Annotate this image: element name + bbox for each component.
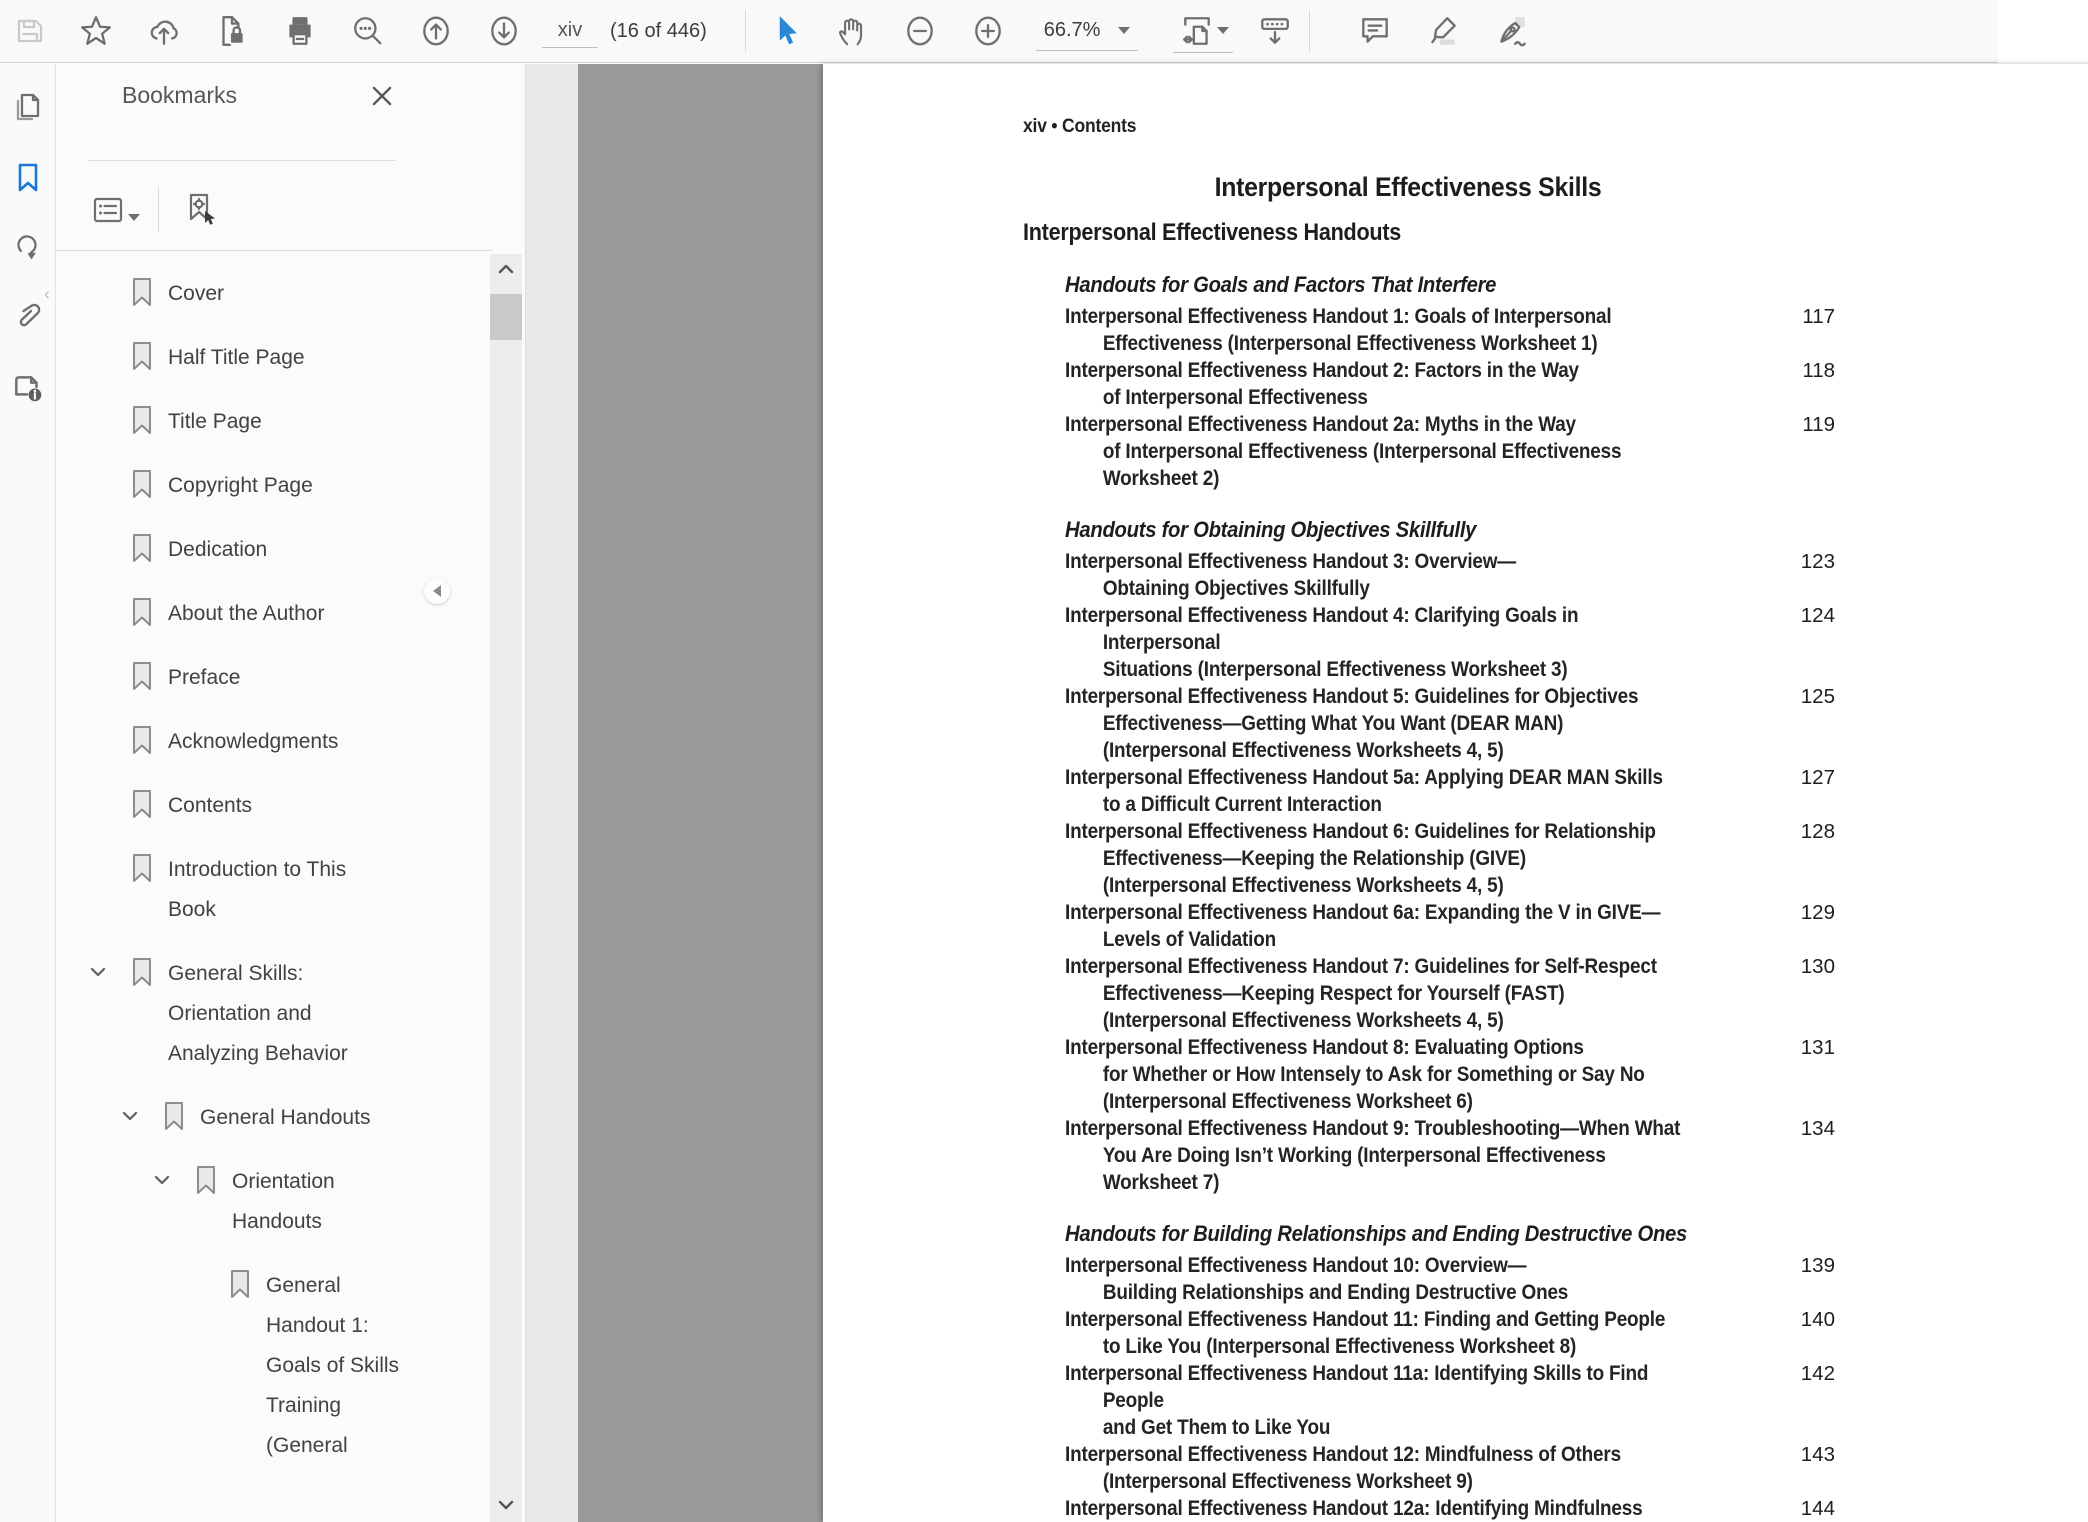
bookmark-icon — [130, 530, 168, 566]
bookmark-label: Cover — [168, 282, 225, 305]
toc-entry-text: Interpersonal Effectiveness Handout 8: Evaluating Options for Whether or How Intensely to Ask for Something or Say No (Interpersonal Effectiveness Worksheet 6) — [1065, 1035, 1645, 1113]
bookmark-icon — [130, 274, 168, 310]
toc-entry — [1065, 303, 1835, 357]
bookmark-label: Orientation Handouts — [232, 1170, 335, 1233]
toc-page-number: 131 — [1800, 1036, 1835, 1059]
comment-icon[interactable] — [1355, 9, 1395, 53]
bookmark-icon — [130, 338, 168, 374]
toc-page-number: 119 — [1802, 413, 1835, 436]
toolbar-divider — [745, 10, 746, 52]
toc-entry — [1065, 602, 1835, 683]
bookmark-label: Acknowledgments — [168, 730, 339, 753]
bookmark-label: About the Author — [168, 602, 325, 625]
bookmark-label: General Handouts — [200, 1106, 371, 1129]
print-icon[interactable] — [280, 9, 320, 53]
toc-entry-text: Interpersonal Effectiveness Handout 12: Mindfulness of Others (Interpersonal Effectiveness Worksheet 9) — [1065, 1442, 1621, 1493]
select-tool-icon[interactable] — [764, 9, 804, 53]
fit-width-icon — [1177, 9, 1217, 53]
indent-spacer — [88, 274, 130, 310]
indent-spacer — [88, 786, 130, 822]
toc-page-number: 139 — [1800, 1254, 1835, 1277]
panel-divider — [56, 250, 493, 251]
bookmark-label: Half Title Page — [168, 346, 305, 369]
toc-page-number: 129 — [1800, 901, 1835, 924]
bookmark-label: Contents — [168, 794, 253, 817]
indent-spacer — [88, 658, 130, 694]
search-icon[interactable] — [348, 9, 388, 53]
document-canvas — [578, 64, 2088, 1522]
toc-page-number: 124 — [1800, 604, 1835, 627]
panel-pointer-icon: ‹ — [44, 284, 50, 304]
bookmark-icon — [130, 658, 168, 694]
toc-page-number: 130 — [1800, 955, 1835, 978]
part-title: Interpersonal Effectiveness Skills — [1214, 172, 1602, 202]
top-toolbar — [0, 0, 1998, 63]
bookmark-item[interactable] — [56, 402, 490, 442]
toc-entry-text: Interpersonal Effectiveness Handout 9: Troubleshooting—When What You Are Doing Isn’t Working (Interpersonal Effectiveness Worksheet 7) — [1065, 1116, 1681, 1194]
toc-page-number: 142 — [1800, 1362, 1835, 1385]
bookmark-item[interactable] — [56, 786, 490, 826]
bookmark-item[interactable] — [56, 954, 490, 1074]
fit-width-select[interactable] — [1173, 9, 1233, 53]
bookmark-icon — [194, 1162, 232, 1198]
toc-entry — [1065, 683, 1835, 764]
bookmark-icon — [162, 1098, 200, 1134]
bookmark-icon — [130, 594, 168, 630]
toc-entry — [1065, 953, 1835, 1034]
chevron-down-icon — [128, 214, 140, 221]
previous-page-icon[interactable] — [416, 9, 456, 53]
bookmark-item[interactable] — [56, 466, 490, 506]
toc-entry — [1065, 1115, 1835, 1196]
bookmarks-toolbar — [86, 182, 223, 238]
bookmarks-panel-icon[interactable] — [0, 156, 56, 200]
scroll-up-icon[interactable] — [490, 254, 522, 284]
scroll-down-icon[interactable] — [490, 1490, 522, 1520]
toc-entry-text: Interpersonal Effectiveness Handout 1: Goals of Interpersonal Effectiveness (Interpersonal Effectiveness Worksheet 1) — [1065, 304, 1612, 355]
bookmark-item[interactable] — [56, 530, 490, 570]
bookmark-icon — [130, 850, 168, 886]
toolbar-divider — [1309, 10, 1310, 52]
toc-page-number: 125 — [1800, 685, 1835, 708]
hand-tool-icon[interactable] — [832, 9, 872, 53]
toc-entry-text: Interpersonal Effectiveness Handout 11: Finding and Getting People to Like You (Interpersonal Effectiveness Worksheet 8) — [1065, 1307, 1666, 1358]
panel-divider — [88, 160, 395, 161]
toc-entry — [1065, 764, 1835, 818]
toc-entry — [1065, 548, 1835, 602]
bookmark-item[interactable] — [56, 722, 490, 762]
toc-entry — [1065, 899, 1835, 953]
chevron-down-icon — [1217, 27, 1229, 34]
star-icon[interactable] — [76, 9, 116, 53]
bookmark-label: Preface — [168, 666, 241, 689]
toc-entry — [1065, 1034, 1835, 1115]
cloud-upload-icon[interactable] — [144, 9, 184, 53]
zoom-in-icon[interactable] — [968, 9, 1008, 53]
bookmark-item[interactable] — [56, 1098, 490, 1138]
indent-spacer — [88, 594, 130, 630]
hide-toolbar-icon[interactable] — [1255, 9, 1295, 53]
toc-page-number: 127 — [1800, 766, 1835, 789]
panel-splitter[interactable] — [525, 64, 578, 1522]
pdf-page — [823, 64, 2088, 1522]
toc-entry-text: Interpersonal Effectiveness Handout 7: Guidelines for Self-Respect Effectiveness—Keeping Respect for Yourself (FAST) (Interpersonal Effectiveness Worksheets 4, 5) — [1065, 954, 1657, 1032]
toc-entry — [1065, 1306, 1835, 1360]
document-info-icon[interactable] — [0, 366, 56, 410]
panel-title: Bookmarks — [122, 82, 238, 108]
bookmark-icon — [130, 402, 168, 438]
toc-entry-text: Interpersonal Effectiveness Handout 4: Clarifying Goals in Interpersonal Situations (Interpersonal Effectiveness Worksheet 3) — [1065, 603, 1579, 681]
next-page-icon[interactable] — [484, 9, 524, 53]
toc-page-number: 134 — [1800, 1117, 1835, 1140]
toc-sections — [1023, 271, 2068, 1522]
chevron-down-icon[interactable] — [88, 954, 130, 990]
toc-section-heading: Handouts for Obtaining Objectives Skillfully — [1065, 517, 1477, 542]
indent-spacer — [186, 1266, 228, 1302]
toc-entry — [1065, 818, 1835, 899]
bookmark-item[interactable] — [56, 1266, 490, 1466]
page-number-input[interactable] — [542, 14, 598, 48]
sign-icon[interactable] — [1491, 9, 1531, 53]
chevron-down-icon[interactable] — [152, 1162, 194, 1198]
toc-entry-text: Interpersonal Effectiveness Handout 6a: Expanding the V in GIVE— Levels of Validation — [1065, 900, 1661, 951]
bookmark-item[interactable] — [56, 850, 490, 930]
toc-entry — [1065, 1495, 1835, 1522]
bookmark-label: Introduction to This Book — [168, 858, 347, 921]
zoom-level-select[interactable] — [1036, 11, 1139, 51]
toc-entry — [1065, 357, 1835, 411]
close-icon[interactable] — [366, 80, 398, 112]
toc-page-number: 143 — [1800, 1443, 1835, 1466]
toc-entry-text: Interpersonal Effectiveness Handout 11a: Identifying Skills to Find People and Get Them to Like You — [1065, 1361, 1649, 1439]
zoom-out-icon[interactable] — [900, 9, 940, 53]
group-heading: Interpersonal Effectiveness Handouts — [1023, 219, 1401, 246]
toc-section-heading: Handouts for Building Relationships and Ending Destructive Ones — [1065, 1221, 1688, 1246]
bookmark-item[interactable] — [56, 594, 490, 634]
toc-page-number: 144 — [1800, 1497, 1835, 1520]
bookmark-label: Copyright Page — [168, 474, 313, 497]
toc-entry-text: Interpersonal Effectiveness Handout 10: Overview— Building Relationships and Ending Destructive Ones — [1065, 1253, 1569, 1304]
bookmark-icon — [228, 1266, 266, 1302]
locate-bookmark-icon[interactable] — [177, 187, 223, 233]
toc-page-number: 118 — [1802, 359, 1835, 382]
page-thumbnails-icon[interactable] — [0, 86, 56, 130]
bookmark-item[interactable] — [56, 658, 490, 698]
chevron-down-icon — [1118, 27, 1130, 34]
navigation-pane-strip — [0, 64, 56, 1522]
save-icon[interactable] — [10, 9, 50, 53]
bookmark-item[interactable] — [56, 274, 490, 314]
highlight-icon[interactable] — [1423, 9, 1463, 53]
nav-arrow-icon[interactable] — [0, 226, 56, 270]
toc-entry-text: Interpersonal Effectiveness Handout 2a: Myths in the Way of Interpersonal Effectiveness (Interpersonal Effectiveness Worksheet 2) — [1065, 412, 1622, 490]
toc-entry-text: Interpersonal Effectiveness Handout 5a: Applying DEAR MAN Skills to a Difficult Current Interaction — [1065, 765, 1663, 816]
running-header: xiv • Contents — [1023, 116, 1137, 137]
toc-entry — [1065, 411, 1835, 492]
bookmark-icon — [130, 466, 168, 502]
toc-entry-text: Interpersonal Effectiveness Handout 6: Guidelines for Relationship Effectiveness—Keeping the Relationship (GIVE) (Interpersonal Effectiveness Worksheets 4, 5) — [1065, 819, 1656, 897]
toc-entry-text: Interpersonal Effectiveness Handout 3: Overview— Obtaining Objectives Skillfully — [1065, 549, 1517, 600]
toc-page-number: 123 — [1800, 550, 1835, 573]
bookmark-label: General Skills: Orientation and Analyzing Behavior — [168, 962, 348, 1065]
toc-page-number: 140 — [1800, 1308, 1835, 1331]
export-protect-icon[interactable] — [212, 9, 252, 53]
toc-entry-text: Interpersonal Effectiveness Handout 12a: Identifying Mindfulness — [1065, 1496, 1643, 1520]
toc-content — [1023, 64, 2068, 1522]
scrollbar-thumb[interactable] — [490, 294, 522, 340]
bookmark-item[interactable] — [56, 338, 490, 378]
indent-spacer — [88, 466, 130, 502]
chevron-down-icon[interactable] — [120, 1098, 162, 1134]
collapse-panel-icon[interactable] — [424, 578, 450, 604]
bookmarks-scrollbar[interactable] — [490, 254, 522, 1522]
bookmark-list — [56, 260, 490, 1522]
indent-spacer — [88, 530, 130, 566]
bookmark-item[interactable] — [56, 1162, 490, 1242]
panel-toolbar-divider — [158, 187, 159, 233]
bookmark-icon — [130, 786, 168, 822]
toc-entry-text: Interpersonal Effectiveness Handout 5: Guidelines for Objectives Effectiveness—Getting What You Want (DEAR MAN) (Interpersonal Effectiveness Worksheets 4, 5) — [1065, 684, 1639, 762]
toc-entry-text: Interpersonal Effectiveness Handout 2: Factors in the Way of Interpersonal Effectiveness — [1065, 358, 1579, 409]
bookmark-label: Title Page — [168, 410, 262, 433]
bookmark-icon — [130, 954, 168, 990]
bookmark-icon — [130, 722, 168, 758]
indent-spacer — [88, 722, 130, 758]
bookmark-label: Dedication — [168, 538, 268, 561]
toc-page-number: 117 — [1802, 305, 1835, 328]
bookmark-options-icon[interactable] — [86, 187, 132, 233]
indent-spacer — [88, 402, 130, 438]
toc-entry — [1065, 1252, 1835, 1306]
indent-spacer — [88, 850, 130, 886]
toc-page-number: 128 — [1800, 820, 1835, 843]
bookmarks-panel — [56, 64, 525, 1522]
indent-spacer — [88, 338, 130, 374]
bookmark-label: General Handout 1: Goals of Skills Training (General — [266, 1274, 400, 1457]
toc-entry — [1065, 1441, 1835, 1495]
page-count-label: (16 of 446) — [610, 19, 707, 42]
toc-entry — [1065, 1360, 1835, 1441]
toc-section-heading: Handouts for Goals and Factors That Interfere — [1065, 272, 1497, 297]
zoom-level-value: 66.7% — [1043, 19, 1101, 41]
